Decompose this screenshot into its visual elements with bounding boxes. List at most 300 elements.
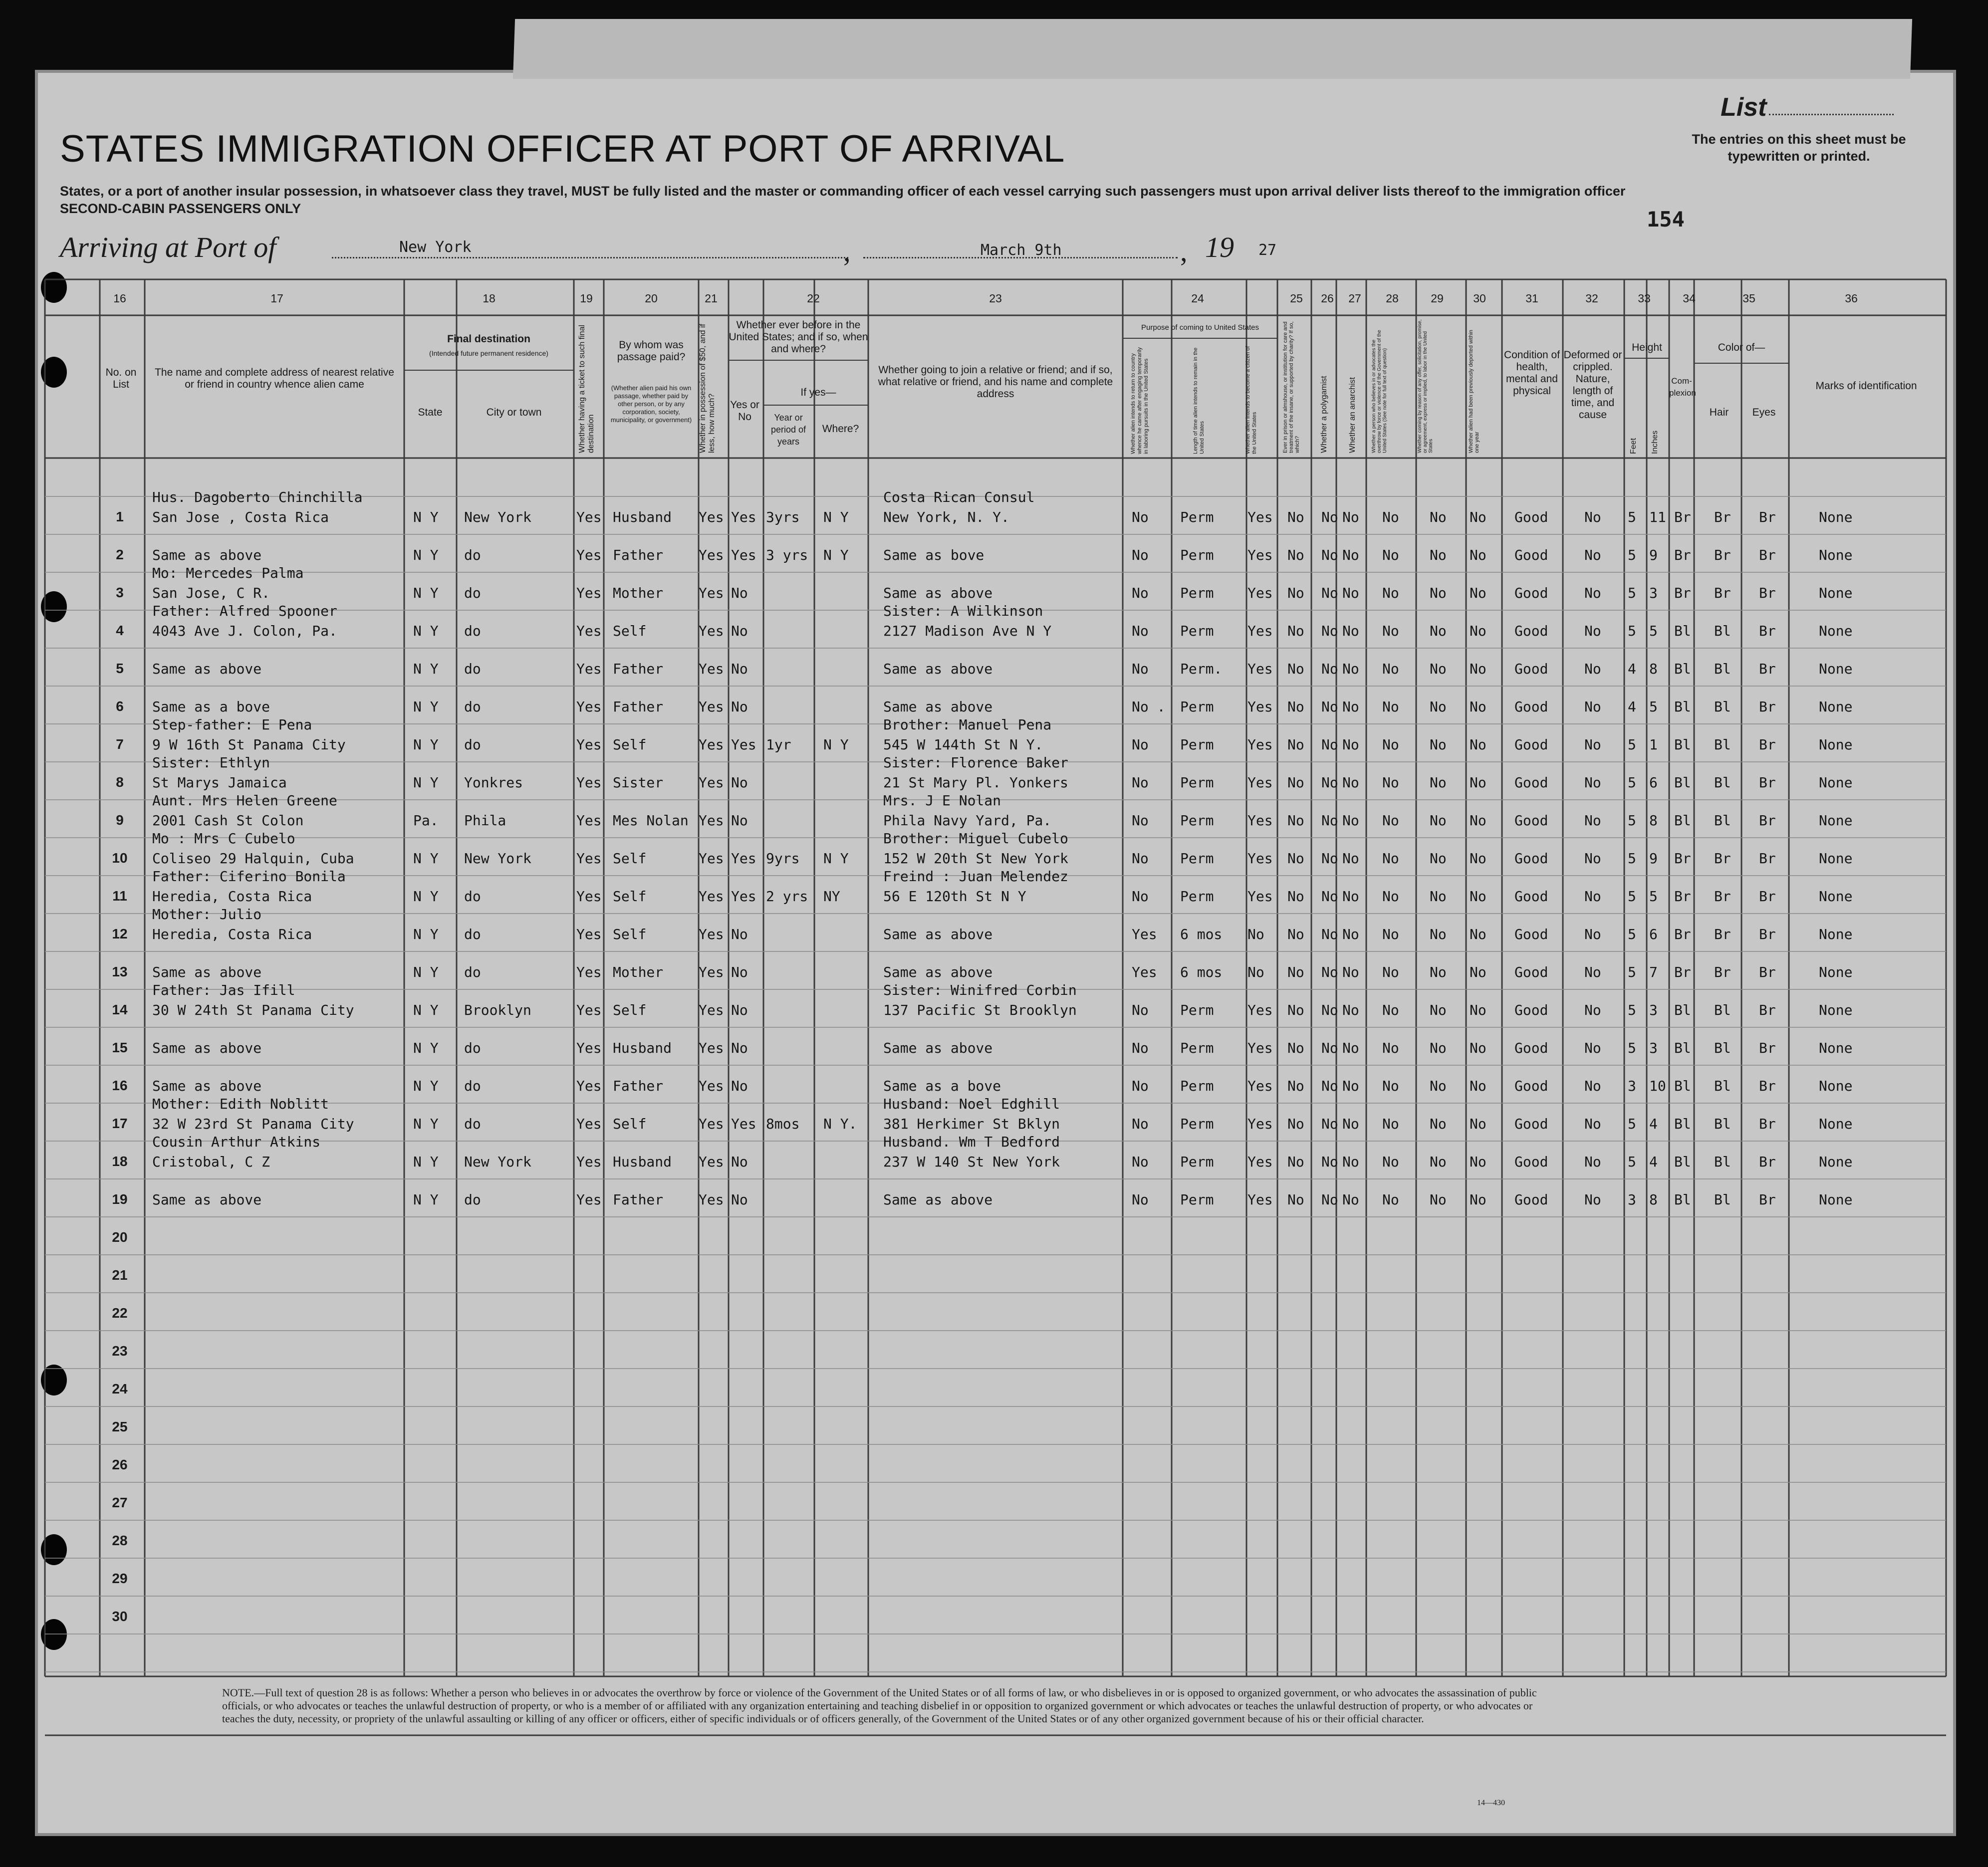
cell-health: Good (1514, 850, 1548, 867)
cell-anar: No (1342, 964, 1359, 980)
cell-paid: Father (613, 1191, 664, 1208)
cell-ft: 5 (1628, 547, 1636, 563)
heading-anarchist: Whether an anarchist (1348, 377, 1357, 453)
year-suffix: 27 (1258, 241, 1277, 259)
cell-before: Yes (731, 850, 756, 867)
cell-hair: Bl (1714, 1002, 1731, 1018)
cell-ft: 5 (1628, 1002, 1636, 1018)
cell-deform: No (1584, 964, 1601, 980)
cell-prison: No (1287, 1116, 1304, 1132)
cell-before: No (731, 623, 748, 639)
cell-city: do (464, 888, 481, 905)
cell-money: Yes (699, 585, 724, 601)
cell-len: 6 mos (1180, 926, 1223, 942)
cell-ret: No . (1132, 699, 1166, 715)
cell-eyes: Br (1759, 926, 1776, 942)
cell-cit: Yes (1247, 812, 1273, 829)
cell-hair: Bl (1714, 1040, 1731, 1056)
cell-ret: No (1132, 812, 1149, 829)
cell-anar: No (1342, 888, 1359, 905)
cell-marks: None (1819, 661, 1853, 677)
cell-ft: 5 (1628, 888, 1636, 905)
cell-ret: No (1132, 547, 1149, 563)
cell-offer: No (1430, 1154, 1447, 1170)
cell-ret: No (1132, 1078, 1149, 1094)
cell-over: No (1382, 888, 1399, 905)
cell-hair: Br (1714, 926, 1731, 942)
cell-hair: Bl (1714, 736, 1731, 753)
cell-city: do (464, 661, 481, 677)
cell-rel: Same as above (152, 661, 262, 677)
year-prefix: 19 (1205, 231, 1234, 263)
relative-name: Step-father: E Pena (152, 716, 312, 733)
cell-in: 5 (1649, 888, 1658, 905)
cell-city: do (464, 547, 481, 563)
cell-ret: No (1132, 1191, 1149, 1208)
cell-eyes: Br (1759, 699, 1776, 715)
cell-ticket: Yes (576, 1078, 602, 1094)
row-number: 28 (112, 1533, 128, 1548)
cell-deform: No (1584, 850, 1601, 867)
cell-cit: No (1247, 964, 1264, 980)
cell-over: No (1382, 585, 1399, 601)
cell-where: N Y (823, 850, 849, 867)
heading-hair: Hair (1709, 407, 1729, 418)
cell-ret: Yes (1132, 926, 1157, 942)
cell-join: 381 Herkimer St Bklyn (883, 1116, 1060, 1132)
cell-ret: No (1132, 1116, 1149, 1132)
cell-marks: None (1819, 774, 1853, 791)
cell-deform: No (1584, 1116, 1601, 1132)
cell-poly: No (1321, 812, 1338, 829)
cell-len: Perm (1180, 623, 1214, 639)
cell-before: No (731, 964, 748, 980)
cell-ret: No (1132, 509, 1149, 525)
cell-ticket: Yes (576, 926, 602, 942)
cell-in: 4 (1649, 1116, 1658, 1132)
cell-marks: None (1819, 1116, 1853, 1132)
heading-health: Condition of health, mental and physical (1503, 349, 1560, 397)
cell-rel: Same as above (152, 1078, 262, 1094)
cell-dep: No (1470, 888, 1487, 905)
cell-paid: Father (613, 547, 664, 563)
cell-anar: No (1342, 585, 1359, 601)
cell-before: Yes (731, 547, 756, 563)
cell-rel: Coliseo 29 Halquin, Cuba (152, 850, 354, 867)
cell-marks: None (1819, 964, 1853, 980)
cell-eyes: Br (1759, 509, 1776, 525)
cell-comp: Bl (1674, 1040, 1691, 1056)
cell-prison: No (1287, 509, 1304, 525)
cell-dep: No (1470, 850, 1487, 867)
question-28-note: NOTE.—Full text of question 28 is as follows: Whether a person who believes in or advocates the overthrow by force or violence of the Government of the United States or of all forms of law, or who disbelieves in or is opposed to organized government, or who advocates the assassination of public officials, or who advocates or teaches the unlawful destruction of property, or who is a member of or affiliated with any organization entertaining and teaching disbelief in or opposition to organized government or which advocates or teaches the unlawful destruction of property, or who advocates or teaches the duty, necessity, or propriety of the unlawful assaulting or killing of any officer or officers, either of specific individuals or of officers generally, of the Government of the United States or of any other organized government because of his or their official character. (222, 1686, 1537, 1725)
arriving-label: Arriving at Port of (60, 231, 276, 263)
cell-ticket: Yes (576, 699, 602, 715)
cell-paid: Self (613, 888, 647, 905)
cell-cit: Yes (1247, 888, 1273, 905)
cell-poly: No (1321, 699, 1338, 715)
cell-eyes: Br (1759, 1078, 1776, 1094)
col-num-25: 25 (1290, 292, 1303, 305)
cell-before: Yes (731, 1116, 756, 1132)
row-number: 13 (112, 964, 128, 979)
cell-poly: No (1321, 1116, 1338, 1132)
row-number: 29 (112, 1571, 128, 1586)
cell-in: 5 (1649, 699, 1658, 715)
cell-anar: No (1342, 926, 1359, 942)
cell-ret: No (1132, 585, 1149, 601)
cell-paid: Self (613, 850, 647, 867)
cell-offer: No (1430, 812, 1447, 829)
cell-anar: No (1342, 623, 1359, 639)
cell-len: Perm. (1180, 661, 1223, 677)
row-number: 26 (112, 1457, 128, 1472)
cell-money: Yes (699, 888, 724, 905)
cell-len: Perm (1180, 699, 1214, 715)
cell-cit: Yes (1247, 547, 1273, 563)
cell-len: Perm (1180, 585, 1214, 601)
relative-name: Father: Alfred Spooner (152, 603, 337, 619)
cell-poly: No (1321, 623, 1338, 639)
cell-money: Yes (699, 1078, 724, 1094)
heading-prison: Ever in prison or almshouse, or institution for care and treatment of the insane, or supported by charity? If so, which? (1282, 321, 1300, 453)
cell-rel: Same as above (152, 1191, 262, 1208)
cell-prison: No (1287, 623, 1304, 639)
cell-money: Yes (699, 926, 724, 942)
cell-over: No (1382, 699, 1399, 715)
cell-over: No (1382, 774, 1399, 791)
row-number: 15 (112, 1040, 128, 1055)
cell-prison: No (1287, 1191, 1304, 1208)
col-num-18: 18 (483, 292, 496, 305)
cell-ft: 5 (1628, 1116, 1636, 1132)
cell-dep: No (1470, 585, 1487, 601)
cell-deform: No (1584, 1078, 1601, 1094)
cell-ticket: Yes (576, 1002, 602, 1018)
cell-comp: Br (1674, 850, 1691, 867)
cell-eyes: Br (1759, 623, 1776, 639)
cell-len: Perm (1180, 1078, 1214, 1094)
cell-money: Yes (699, 1002, 724, 1018)
cell-prison: No (1287, 585, 1304, 601)
cell-eyes: Br (1759, 1116, 1776, 1132)
relative-name: Father: Ciferino Bonila (152, 868, 346, 885)
cell-rel: San Jose , Costa Rica (152, 509, 329, 525)
cell-comp: Bl (1674, 812, 1691, 829)
cell-prison: No (1287, 1078, 1304, 1094)
heading-marks: Marks of identification (1815, 380, 1917, 392)
cell-rel: 2001 Cash St Colon (152, 812, 304, 829)
cell-ret: No (1132, 850, 1149, 867)
cell-rel: Cristobal, C Z (152, 1154, 270, 1170)
joining-relative-name: Sister: Florence Baker (883, 754, 1068, 771)
cell-marks: None (1819, 623, 1853, 639)
col-num-27: 27 (1348, 292, 1361, 305)
cell-money: Yes (699, 850, 724, 867)
cell-offer: No (1430, 850, 1447, 867)
cell-cit: Yes (1247, 1002, 1273, 1018)
cell-comp: Bl (1674, 774, 1691, 791)
cell-health: Good (1514, 1040, 1548, 1056)
cell-over: No (1382, 964, 1399, 980)
cell-over: No (1382, 661, 1399, 677)
cell-comp: Bl (1674, 1002, 1691, 1018)
heading-purpose-return: Whether alien intends to return to country whence he came after engaging temporarily in laboring pursuits in the United States (1130, 347, 1149, 454)
col-num-28: 28 (1386, 292, 1399, 305)
cell-comp: Br (1674, 585, 1691, 601)
cell-len: Perm (1180, 812, 1214, 829)
cell-cit: Yes (1247, 1078, 1273, 1094)
row-number: 2 (116, 547, 124, 562)
cell-cit: Yes (1247, 850, 1273, 867)
cell-deform: No (1584, 623, 1601, 639)
cell-comp: Bl (1674, 1116, 1691, 1132)
cell-hair: Bl (1714, 1078, 1731, 1094)
cell-eyes: Br (1759, 1040, 1776, 1056)
cell-before: Yes (731, 888, 756, 905)
cell-eyes: Br (1759, 850, 1776, 867)
joining-relative-name: Brother: Manuel Pena (883, 716, 1052, 733)
cell-anar: No (1342, 1040, 1359, 1056)
heading-ticket: Whether having a ticket to such final destination (578, 324, 595, 453)
row-number: 11 (112, 888, 127, 904)
cell-over: No (1382, 1002, 1399, 1018)
cell-health: Good (1514, 623, 1548, 639)
cell-deform: No (1584, 812, 1601, 829)
cell-prison: No (1287, 812, 1304, 829)
cell-money: Yes (699, 509, 724, 525)
cell-state: N Y (413, 623, 439, 639)
cell-join: 56 E 120th St N Y (883, 888, 1026, 905)
cell-poly: No (1321, 661, 1338, 677)
cell-eyes: Br (1759, 812, 1776, 829)
cell-ret: No (1132, 661, 1149, 677)
joining-relative-name: Costa Rican Consul (883, 489, 1035, 505)
cell-len: Perm (1180, 1154, 1214, 1170)
cell-comp: Bl (1674, 661, 1691, 677)
cell-join: 2127 Madison Ave N Y (883, 623, 1052, 639)
col-num-17: 17 (270, 292, 283, 305)
cell-city: New York (464, 850, 531, 867)
cell-prison: No (1287, 736, 1304, 753)
cell-deform: No (1584, 736, 1601, 753)
cell-rel: Same as above (152, 964, 262, 980)
cell-marks: None (1819, 1040, 1853, 1056)
cell-before: No (731, 699, 748, 715)
cell-ft: 5 (1628, 509, 1636, 525)
heading-final-destination: Final destination (447, 333, 530, 345)
cell-len: Perm (1180, 850, 1214, 867)
cell-ft: 5 (1628, 1040, 1636, 1056)
form-title: STATES IMMIGRATION OFFICER AT PORT OF ARRIVAL (60, 128, 1065, 170)
cell-health: Good (1514, 964, 1548, 980)
cell-len: Perm (1180, 509, 1214, 525)
cell-cit: Yes (1247, 661, 1273, 677)
cell-state: N Y (413, 1191, 439, 1208)
cell-city: do (464, 1040, 481, 1056)
cell-health: Good (1514, 1191, 1548, 1208)
cell-city: do (464, 699, 481, 715)
cell-over: No (1382, 509, 1399, 525)
cell-deform: No (1584, 774, 1601, 791)
cell-money: Yes (699, 736, 724, 753)
cell-anar: No (1342, 850, 1359, 867)
cell-prison: No (1287, 964, 1304, 980)
cell-paid: Husband (613, 509, 672, 525)
cell-cit: Yes (1247, 1191, 1273, 1208)
cell-in: 3 (1649, 585, 1658, 601)
cell-prison: No (1287, 699, 1304, 715)
cell-rel: Heredia, Costa Rica (152, 926, 312, 942)
cell-paid: Self (613, 926, 647, 942)
cell-deform: No (1584, 661, 1601, 677)
cell-offer: No (1430, 736, 1447, 753)
cell-ret: No (1132, 736, 1149, 753)
col-num-35: 35 (1742, 292, 1755, 305)
cell-state: N Y (413, 547, 439, 563)
cell-len: Perm (1180, 1040, 1214, 1056)
row-number: 5 (116, 661, 124, 676)
cell-before: No (731, 1154, 748, 1170)
cell-anar: No (1342, 774, 1359, 791)
cell-anar: No (1342, 547, 1359, 563)
cell-prison: No (1287, 1002, 1304, 1018)
cell-in: 5 (1649, 623, 1658, 639)
cell-period: 3yrs (766, 509, 800, 525)
cell-rel: San Jose, C R. (152, 585, 270, 601)
cell-comp: Bl (1674, 736, 1691, 753)
cell-hair: Bl (1714, 699, 1731, 715)
cell-poly: No (1321, 926, 1338, 942)
cell-eyes: Br (1759, 774, 1776, 791)
cell-ft: 5 (1628, 850, 1636, 867)
cell-join: Same as above (883, 699, 993, 715)
cell-cit: No (1247, 926, 1264, 942)
cell-city: do (464, 623, 481, 639)
relative-name: Sister: Ethlyn (152, 754, 270, 771)
cell-deform: No (1584, 509, 1601, 525)
row-number: 8 (116, 774, 124, 790)
cell-state: N Y (413, 850, 439, 867)
cell-cit: Yes (1247, 1154, 1273, 1170)
cell-hair: Bl (1714, 774, 1731, 791)
heading-money: Whether in possession of $50, and if less, how much? (699, 324, 716, 453)
cell-poly: No (1321, 1002, 1338, 1018)
cell-join: Same as above (883, 1191, 993, 1208)
cell-dep: No (1470, 1040, 1487, 1056)
cell-anar: No (1342, 509, 1359, 525)
cell-ft: 4 (1628, 699, 1636, 715)
cell-paid: Father (613, 699, 664, 715)
cell-comp: Bl (1674, 1191, 1691, 1208)
cell-join: Same as above (883, 661, 993, 677)
cell-anar: No (1342, 661, 1359, 677)
cell-deform: No (1584, 699, 1601, 715)
cell-prison: No (1287, 926, 1304, 942)
cell-city: New York (464, 509, 531, 525)
cell-paid: Self (613, 623, 647, 639)
cell-hair: Br (1714, 964, 1731, 980)
cell-cit: Yes (1247, 1116, 1273, 1132)
cell-join: 545 W 144th St N Y. (883, 736, 1043, 753)
cell-ret: No (1132, 1040, 1149, 1056)
cell-hair: Bl (1714, 623, 1731, 639)
heading-ever-before: Whether ever before in the United States; and if so, when and where? (729, 319, 868, 355)
cell-marks: None (1819, 1154, 1853, 1170)
cell-paid: Mother (613, 585, 664, 601)
cell-period: 8mos (766, 1116, 800, 1132)
cell-before: Yes (731, 736, 756, 753)
cell-over: No (1382, 850, 1399, 867)
cell-len: Perm (1180, 774, 1214, 791)
col-num-19: 19 (580, 292, 593, 305)
cell-city: do (464, 1078, 481, 1094)
cell-poly: No (1321, 774, 1338, 791)
cell-eyes: Br (1759, 964, 1776, 980)
row-number: 14 (112, 1002, 128, 1017)
cell-money: Yes (699, 774, 724, 791)
heading-period: Year or period of years (770, 413, 806, 447)
cell-offer: No (1430, 1040, 1447, 1056)
separator: , (1180, 235, 1188, 267)
cell-len: Perm (1180, 547, 1214, 563)
cell-health: Good (1514, 888, 1548, 905)
cell-eyes: Br (1759, 1002, 1776, 1018)
col-num-20: 20 (645, 292, 658, 305)
cell-before: No (731, 926, 748, 942)
cell-city: Yonkres (464, 774, 523, 791)
cell-rel: Heredia, Costa Rica (152, 888, 312, 905)
cell-in: 11 (1649, 509, 1666, 525)
cell-city: Brooklyn (464, 1002, 531, 1018)
cell-state: N Y (413, 926, 439, 942)
col-num-30: 30 (1473, 292, 1486, 305)
cell-state: N Y (413, 585, 439, 601)
port-value: New York (399, 238, 472, 256)
cell-cit: Yes (1247, 585, 1273, 601)
cell-offer: No (1430, 1191, 1447, 1208)
col-num-22: 22 (807, 292, 820, 305)
cell-comp: Bl (1674, 1078, 1691, 1094)
cell-ft: 5 (1628, 736, 1636, 753)
cell-dep: No (1470, 926, 1487, 942)
cell-health: Good (1514, 661, 1548, 677)
cell-poly: No (1321, 850, 1338, 867)
joining-relative-name: Freind : Juan Melendez (883, 868, 1068, 885)
cell-deform: No (1584, 547, 1601, 563)
cell-dep: No (1470, 736, 1487, 753)
cell-health: Good (1514, 547, 1548, 563)
cell-ft: 5 (1628, 774, 1636, 791)
cell-comp: Br (1674, 926, 1691, 942)
form-instructions: States, or a port of another insular possession, in whatsoever class they travel, MUST be fully listed and the master or commanding officer of each vessel carrying such passengers must upon arrival deliver lists thereof to the immigration officer (60, 184, 1626, 199)
cell-paid: Sister (613, 774, 664, 791)
cell-offer: No (1430, 509, 1447, 525)
cell-prison: No (1287, 1154, 1304, 1170)
cell-cit: Yes (1247, 623, 1273, 639)
cell-city: do (464, 736, 481, 753)
cell-len: Perm (1180, 888, 1214, 905)
row-number: 30 (112, 1609, 128, 1624)
cell-comp: Bl (1674, 1154, 1691, 1170)
cell-dep: No (1470, 964, 1487, 980)
cell-marks: None (1819, 812, 1853, 829)
cell-ft: 5 (1628, 812, 1636, 829)
cell-poly: No (1321, 1078, 1338, 1094)
cell-money: Yes (699, 661, 724, 677)
cell-prison: No (1287, 1040, 1304, 1056)
cell-marks: None (1819, 547, 1853, 563)
